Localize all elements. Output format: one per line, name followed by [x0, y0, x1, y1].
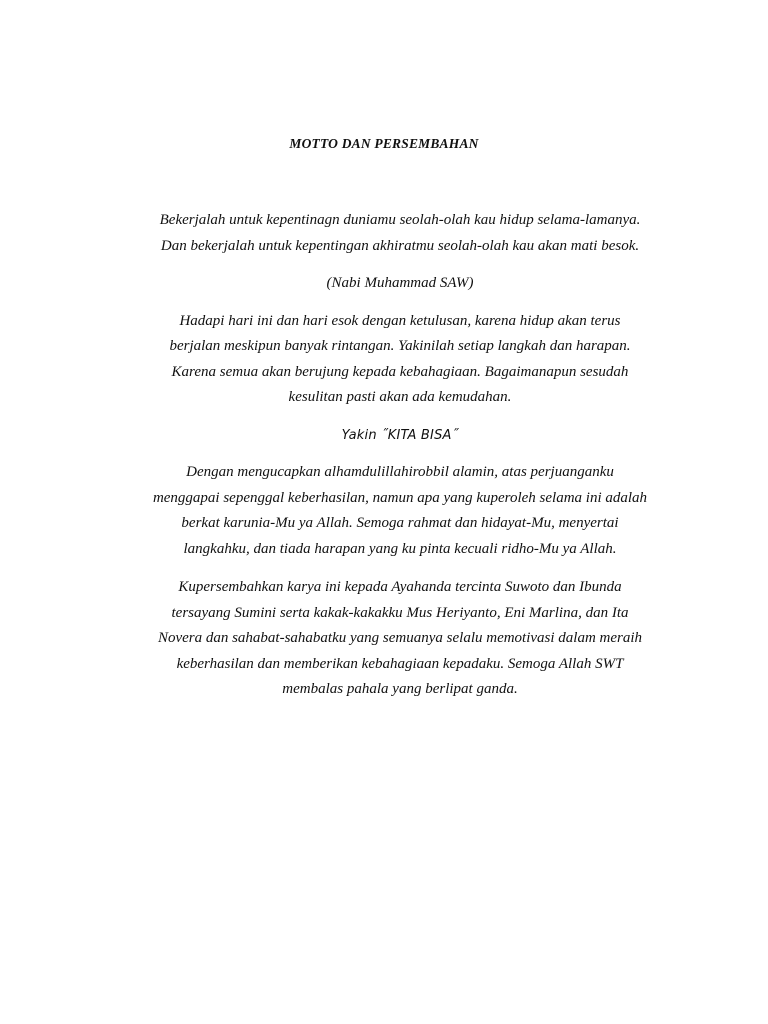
dedication-line: Kupersembahkan karya ini kepada Ayahanda tercinta Suwoto dan Ibunda	[178, 579, 622, 595]
motivation-line: Karena semua akan berujung kepada kebahagiaan. Bagaimanapun sesudah	[171, 363, 629, 380]
gratitude-paragraph	[120, 460, 680, 562]
gratitude-line: Dengan mengucapkan alhamdulillahirobbil alamin, atas perjuanganku	[186, 464, 614, 480]
gratitude-line: langkahku, dan tiada harapan yang ku pinta kecuali ridho-Mu ya Allah.	[183, 540, 617, 557]
quote-attribution: (Nabi Muhammad SAW)	[326, 275, 474, 291]
quote-line: Bekerjalah untuk kepentinagn duniamu seolah-olah kau hidup selama-lamanya.	[159, 212, 641, 228]
motivation-paragraph	[120, 309, 680, 411]
gratitude-line: menggapai sepenggal keberhasilan, namun apa yang kuperoleh selama ini adalah	[152, 489, 648, 506]
motivation-line: Hadapi hari ini dan hari esok dengan ketulusan, karena hidup akan terus	[179, 312, 621, 329]
motto-line: Yakin ˝KITA BISA˝	[341, 427, 459, 443]
quote-paragraph	[120, 208, 680, 259]
dedication-line: Novera dan sahabat-sahabatku yang semuanya selalu memotivasi dalam meraih	[157, 630, 643, 646]
motivation-line: berjalan meskipun banyak rintangan. Yakinilah setiap langkah dan harapan.	[169, 338, 631, 354]
dedication-paragraph	[120, 575, 680, 703]
gratitude-line: berkat karunia-Mu ya Allah. Semoga rahmat dan hidayat-Mu, menyertai	[181, 515, 619, 531]
quote-line: Dan bekerjalah untuk kepentingan akhiratmu seolah-olah kau akan mati besok.	[160, 237, 640, 254]
dedication-line: membalas pahala yang berlipat ganda.	[282, 681, 518, 697]
dedication-line: keberhasilan dan memberikan kebahagiaan kepadaku. Semoga Allah SWT	[176, 655, 624, 672]
page-title: MOTTO DAN PERSEMBAHAN	[289, 136, 479, 151]
motivation-line: kesulitan pasti akan ada kemudahan.	[288, 389, 512, 405]
document-body	[120, 208, 680, 703]
dedication-line: tersayang Sumini serta kakak-kakakku Mus Heriyanto, Eni Marlina, dan Ita	[171, 604, 629, 621]
